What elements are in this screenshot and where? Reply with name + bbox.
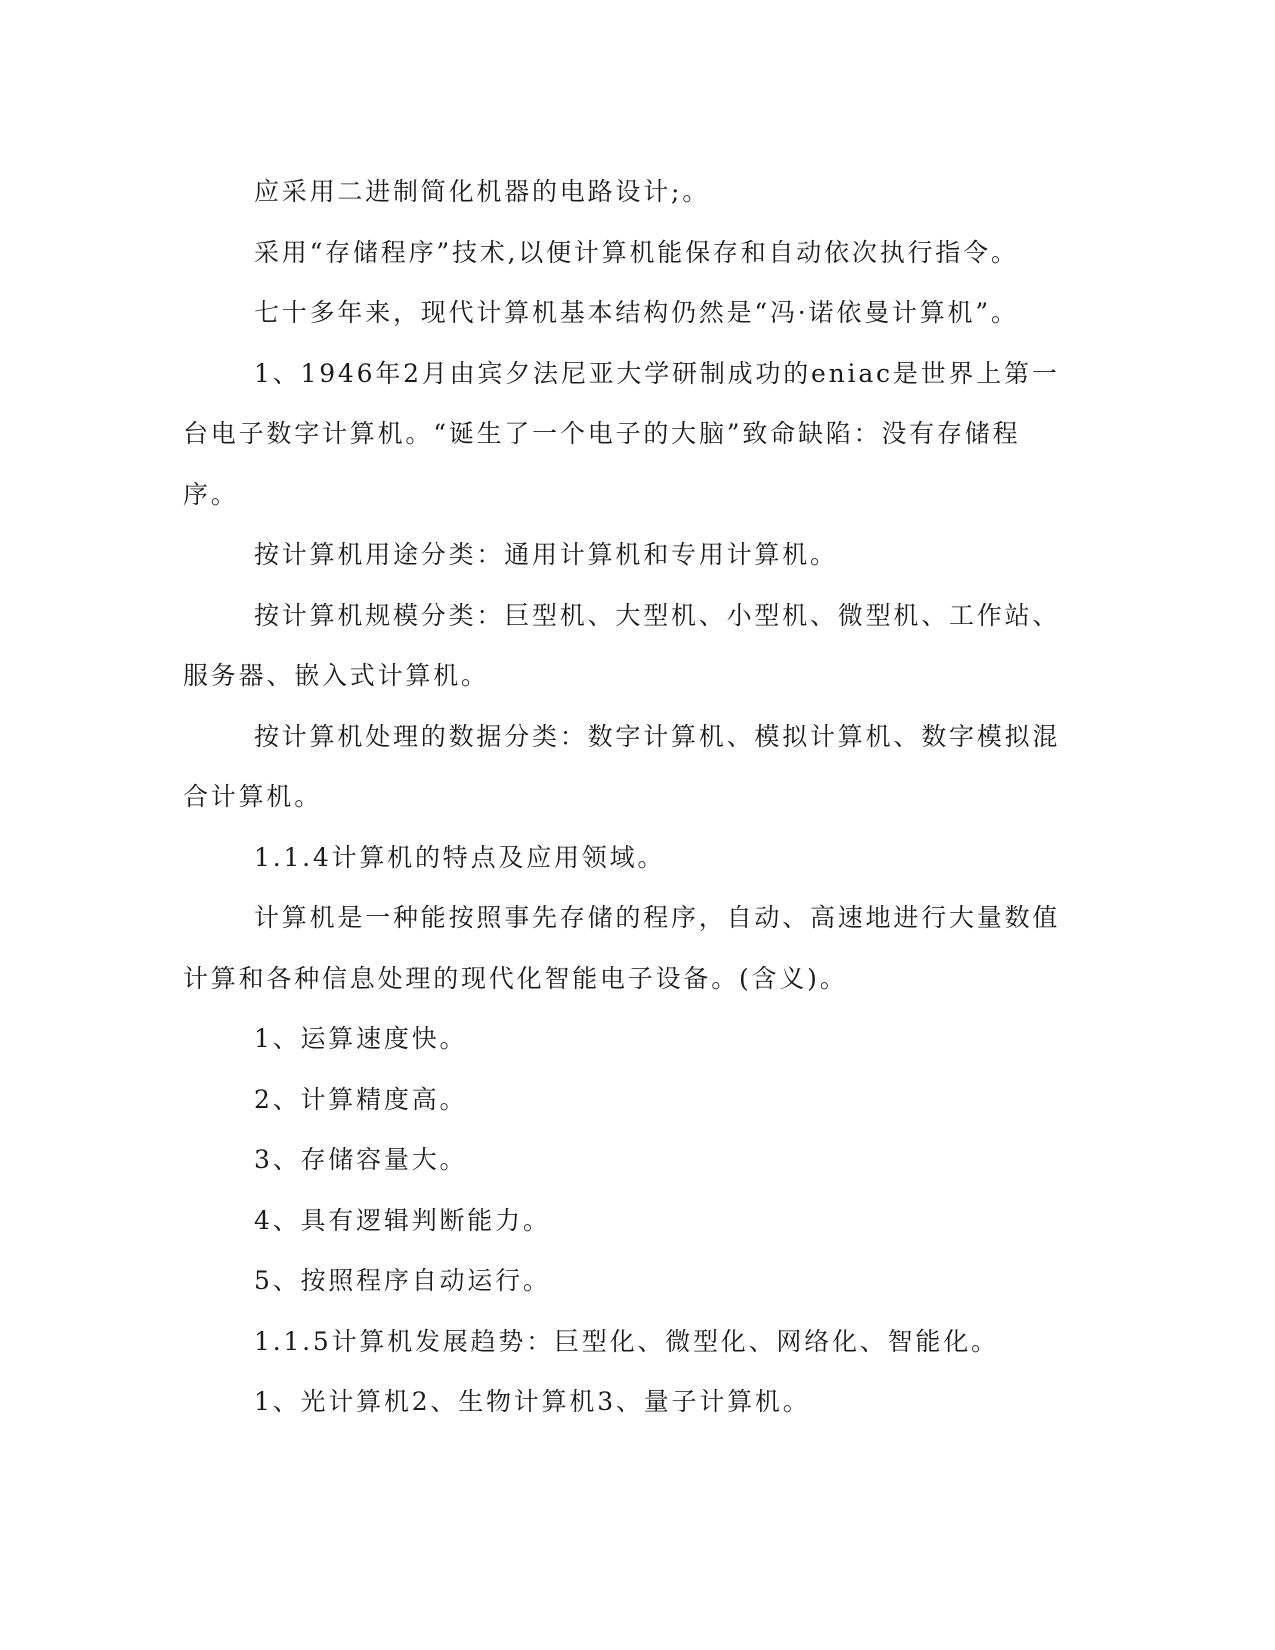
list-item-storage: 3、存储容量大。: [254, 1145, 468, 1174]
list-item-precision: 2、计算精度高。: [254, 1084, 468, 1114]
document-body: [183, 162, 1063, 1433]
paragraph-computer-definition: 计算机是一种能按照事先存储的程序，自动、高速地进行大量数值计算和各种信息处理的现代化智能电子设备。(含义)。: [183, 903, 1061, 993]
list-item-speed: 1、运算速度快。: [254, 1024, 468, 1053]
paragraph-binary-design: 应采用二进制简化机器的电路设计;。: [254, 177, 711, 206]
paragraph-von-neumann: 七十多年来，现代计算机基本结构仍然是“冯·诺依曼计算机”。: [254, 298, 1019, 327]
list-item-automation: 5、按照程序自动运行。: [254, 1266, 551, 1295]
paragraph-scale-classification: 按计算机规模分类：巨型机、大型机、小型机、微型机、工作站、服务器、嵌入式计算机。: [183, 600, 1061, 690]
paragraph-purpose-classification: 按计算机用途分类：通用计算机和专用计算机。: [254, 540, 838, 569]
paragraph-data-classification: 按计算机处理的数据分类：数字计算机、模拟计算机、数字模拟混合计算机。: [183, 721, 1061, 811]
paragraph-stored-program: 采用“存储程序”技术,以便计算机能保存和自动依次执行指令。: [254, 237, 1019, 267]
list-item-logic: 4、具有逻辑判断能力。: [254, 1205, 551, 1235]
paragraph-future-computers: 1、光计算机2、生物计算机3、量子计算机。: [254, 1387, 811, 1416]
section-heading-1-1-5: 1.1.5计算机发展趋势：巨型化、微型化、网络化、智能化。: [254, 1326, 999, 1356]
section-heading-1-1-4: 1.1.4计算机的特点及应用领域。: [254, 842, 666, 872]
paragraph-eniac: 1、1946年2月由宾夕法尼亚大学研制成功的eniac是世界上第一台电子数字计算机。“诞生了一个电子的大脑”致命缺陷：没有存储程序。: [183, 358, 1060, 509]
